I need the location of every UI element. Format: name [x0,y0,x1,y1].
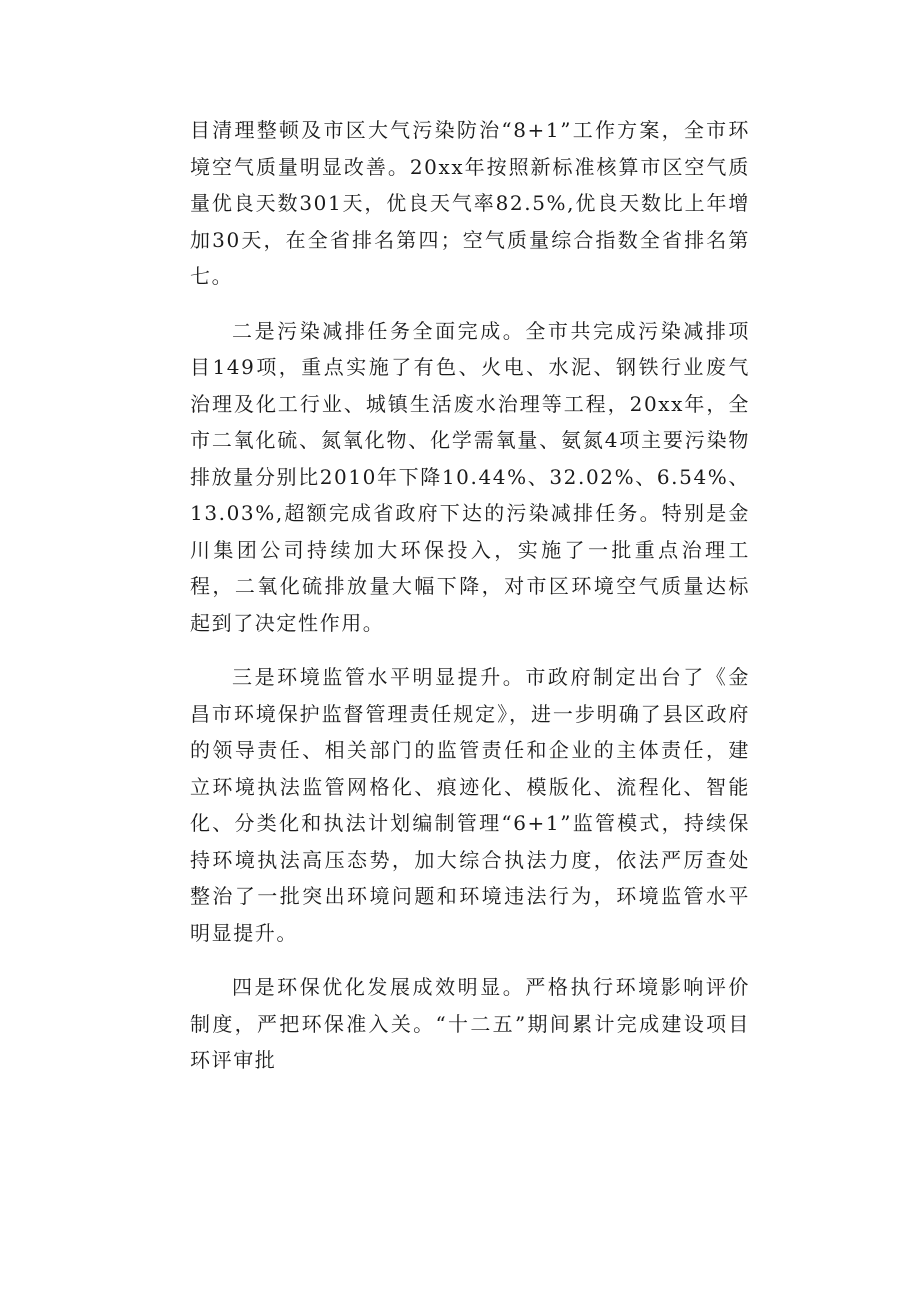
paragraph-optimized-development: 四是环保优化发展成效明显。严格执行环境影响评价制度，严把环保准入关。“十二五”期间累计完成建设项目环评审批 [190,975,750,1072]
document-body [190,112,750,1079]
paragraph-air-quality-continuation: 目清理整顿及市区大气污染防治“8+1”工作方案，全市环境空气质量明显改善。20xx年按照新标准核算市区空气质量优良天数301天，优良天气率82.5%,优良天数比上年增加30天，在全省排名第四；空气质量综合指数全省排名第七。 [190,118,750,288]
paragraph-emission-reduction: 二是污染减排任务全面完成。全市共完成污染减排项目149项，重点实施了有色、火电、水泥、钢铁行业废气治理及化工行业、城镇生活废水治理等工程，20xx年，全市二氧化硫、氮氧化物、化学需氧量、氨氮4项主要污染物排放量分别比2010年下降10.44%、32.02%、6.54%、13.03%,超额完成省政府下达的污染减排任务。特别是金川集团公司持续加大环保投入，实施了一批重点治理工程，二氧化硫排放量大幅下降，对市区环境空气质量达标起到了决定性作用。 [190,318,750,635]
paragraph-environmental-supervision: 三是环境监管水平明显提升。市政府制定出台了《金昌市环境保护监督管理责任规定》，进一步明确了县区政府的领导责任、相关部门的监管责任和企业的主体责任，建立环境执法监管网格化、痕迹化、模版化、流程化、智能化、分类化和执法计划编制管理“6+1”监管模式，持续保持环境执法高压态势，加大综合执法力度，依法严厉查处整治了一批突出环境问题和环境违法行为，环境监管水平明显提升。 [190,665,750,945]
